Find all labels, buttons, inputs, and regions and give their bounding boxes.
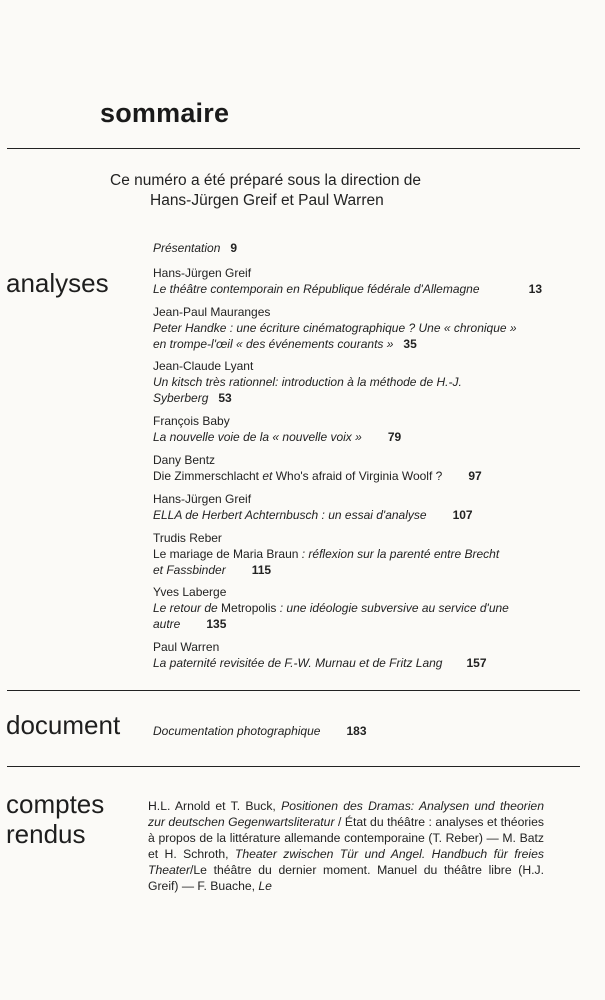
toc-entry[interactable] bbox=[153, 413, 548, 445]
page-number: 13 bbox=[528, 282, 542, 296]
entry-title: Le théâtre contemporain en République fédérale d'Allemagne 13 bbox=[153, 282, 542, 296]
lower-divider bbox=[7, 766, 580, 767]
toc-entry[interactable] bbox=[153, 530, 548, 578]
entry-title: Peter Handke : une écriture cinématographique ? Une « chronique » bbox=[153, 321, 517, 335]
entry-author: Paul Warren bbox=[153, 640, 220, 654]
entry-author: François Baby bbox=[153, 414, 230, 428]
toc-entry[interactable] bbox=[153, 584, 548, 632]
toc-entry[interactable] bbox=[153, 358, 548, 406]
entry-title-continued: et Fassbinder 115 bbox=[153, 563, 272, 577]
entry-author: Dany Bentz bbox=[153, 453, 216, 467]
page-number: 9 bbox=[230, 241, 238, 255]
page-number: 97 bbox=[468, 469, 482, 483]
entry-author: Trudis Reber bbox=[153, 531, 222, 545]
section-label-line: comptes bbox=[6, 789, 105, 819]
page-title: sommaire bbox=[100, 98, 230, 128]
entry-author: Jean-Claude Lyant bbox=[153, 359, 254, 373]
toc-entry-presentation[interactable] bbox=[153, 240, 548, 256]
entry-title: Le retour de Metropolis : une idéologie subversive au service d'une bbox=[153, 601, 509, 615]
page-number: 115 bbox=[251, 563, 272, 577]
section-label-document: document bbox=[6, 710, 121, 740]
entry-title-continued: autre 135 bbox=[153, 617, 227, 631]
presentation-label: Présentation bbox=[153, 241, 221, 255]
page-number: 183 bbox=[346, 724, 367, 738]
entry-title: Le mariage de Maria Braun : réflexion sur la parenté entre Brecht bbox=[153, 547, 500, 561]
direction-line-2: Hans-Jürgen Greif et Paul Warren bbox=[150, 192, 384, 209]
page-number: 135 bbox=[206, 617, 227, 631]
page-number: 79 bbox=[387, 430, 402, 444]
page-number: 35 bbox=[403, 337, 417, 351]
entry-author: Jean-Paul Mauranges bbox=[153, 305, 271, 319]
entry-title-continued: en trompe-l'œil « des événements courants » 35 bbox=[153, 337, 417, 351]
toc-entry[interactable] bbox=[153, 491, 548, 523]
section-label-analyses: analyses bbox=[6, 268, 109, 298]
toc-entry[interactable] bbox=[153, 452, 548, 484]
toc-entry[interactable] bbox=[153, 304, 548, 352]
middle-divider bbox=[7, 690, 580, 691]
entry-title: Die Zimmerschlacht et Who's afraid of Virginia Woolf ? 97 bbox=[153, 469, 482, 483]
page-number: 157 bbox=[466, 656, 487, 670]
direction-line-1: Ce numéro a été préparé sous la direction de bbox=[110, 172, 422, 189]
section-label-comptes-rendus bbox=[6, 789, 104, 849]
toc-entry[interactable] bbox=[153, 639, 548, 671]
editorial-direction bbox=[110, 171, 421, 211]
entry-title: La nouvelle voie de la « nouvelle voix » 79 bbox=[153, 430, 402, 444]
document-entry-label: Documentation photographique bbox=[153, 724, 321, 738]
entry-title: ELLA de Herbert Achternbusch : un essai d'analyse 107 bbox=[153, 508, 473, 522]
toc-entry-document[interactable] bbox=[153, 723, 367, 739]
entry-title-continued: Syberberg 53 bbox=[153, 391, 232, 405]
entry-author: Yves Laberge bbox=[153, 585, 227, 599]
entry-title: La paternité revisitée de F.-W. Murnau et de Fritz Lang 157 bbox=[153, 656, 487, 670]
section-label-line: rendus bbox=[6, 819, 86, 849]
page-number: 107 bbox=[452, 508, 473, 522]
toc-entry[interactable] bbox=[153, 265, 548, 297]
page-number: 53 bbox=[218, 391, 232, 405]
top-divider bbox=[7, 148, 580, 149]
entry-author: Hans-Jürgen Greif bbox=[153, 266, 252, 280]
entry-title: Un kitsch très rationnel: introduction à la méthode de H.-J. bbox=[153, 375, 462, 389]
reviews-text: H.L. Arnold et T. Buck, Positionen des Dramas: Analysen und theorien zur deutschen Gegenwartsliteratur / État du théâtre : analyses et théories à propos de la littérature allemande contemporaine (T. Reber) — M. Batz et H. Schroth, Theater zwischen Tür und Angel. Handbuch für freies Theater/Le théâtre du dernier moment. Manuel du théâtre libre (H.J. Greif) — F. Buache, Le bbox=[148, 799, 545, 893]
entry-author: Hans-Jürgen Greif bbox=[153, 492, 252, 506]
